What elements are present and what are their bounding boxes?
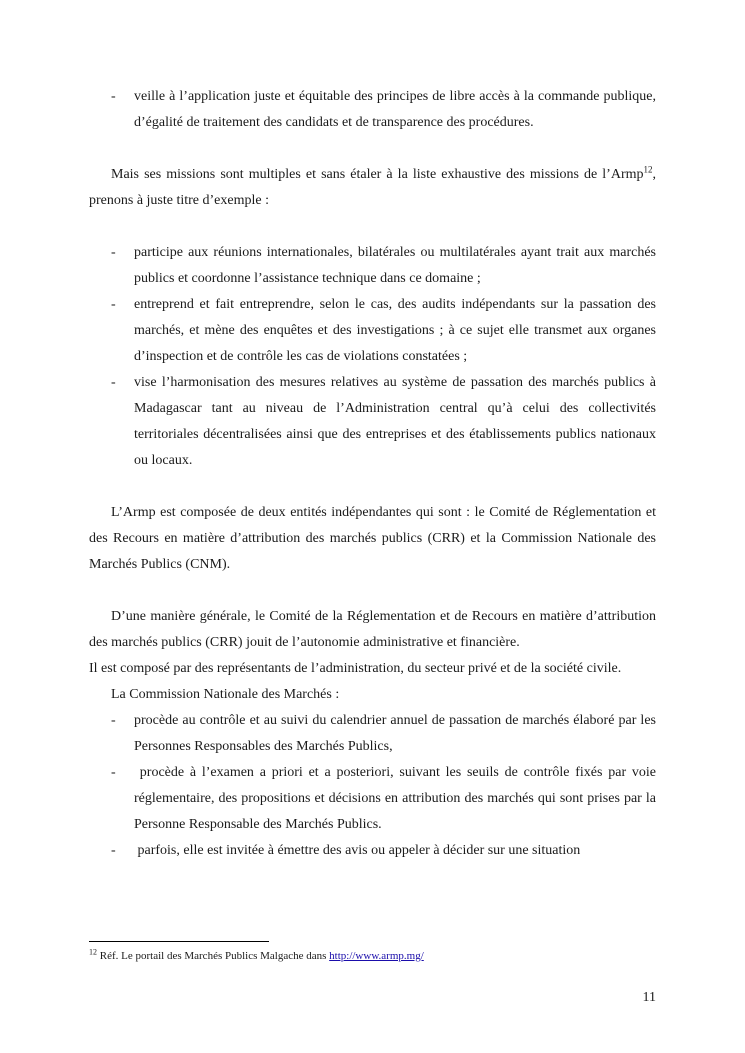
- footnote-separator: [89, 941, 269, 942]
- list-item-text: procède au contrôle et au suivi du calendrier annuel de passation de marchés élaboré par les Personnes Responsables des Marchés Publics,: [134, 713, 656, 754]
- paragraph-composition: L’Armp est composée de deux entités indépendantes qui sont : le Comité de Réglementation et des Recours en matière d’attribution des marchés publics (CRR) et la Commission Nationale des Marchés Publics (CNM).: [89, 505, 656, 572]
- bullet-dash: -: [111, 375, 116, 390]
- paragraph-cnm-intro: La Commission Nationale des Marchés :: [111, 687, 340, 702]
- list-item: [89, 370, 656, 474]
- paragraph-missions: Mais ses missions sont multiples et sans étaler à la liste exhaustive des missions de l’Armp$^{12}$, prenons à juste titre d’exemple :: [89, 164, 656, 208]
- bullet-dash: -: [111, 713, 116, 728]
- list-item: [89, 240, 656, 292]
- document-body: [89, 84, 660, 864]
- bullet-list-missions: [89, 240, 656, 474]
- list-item-text: entreprend et fait entreprendre, selon le cas, des audits indépendants sur la passation des marchés, et mène des enquêtes et des investigations ; à ce sujet elle transmet aux organes d’inspection et de contrôle les cas de violations constatées ;: [134, 297, 656, 364]
- bullet-dash: -: [111, 89, 116, 104]
- list-item-text: participe aux réunions internationales, bilatérales ou multilatérales ayant trait aux marchés publics et coordonne l’assistance technique dans ce domaine ;: [134, 245, 656, 286]
- footnote-number: 12: [89, 947, 97, 957]
- list-item: [89, 760, 660, 838]
- bullet-dash: -: [111, 765, 116, 780]
- bullet-dash: -: [111, 843, 116, 858]
- list-item-text: procède à l’examen a priori et a posteriori, suivant les seuils de contrôle fixés par voie réglementaire, des propositions et décisions en attribution des marchés qui sont prises par la Personne Responsable des Marchés Publics.: [134, 765, 660, 832]
- paragraph-composed: Il est composé par des représentants de l’administration, du secteur privé et de la société civile.: [89, 661, 622, 676]
- list-item: [89, 292, 656, 370]
- list-item: [89, 838, 656, 864]
- bullet-dash: -: [111, 245, 116, 260]
- list-item-text: vise l’harmonisation des mesures relatives au système de passation des marchés publics à Madagascar tant au niveau de l’Administration central qu’à celui des collectivités territoriales décentralisées ainsi que des entreprises et des établissements publics nationaux ou locaux.: [134, 375, 656, 468]
- bullet-list-cnm: [89, 708, 660, 864]
- footnote-ref[interactable]: 12: [643, 164, 653, 175]
- footnote-text: Réf. Le portail des Marchés Publics Malgache dans: [97, 950, 330, 962]
- list-item-text: veille à l’application juste et équitable des principes de libre accès à la commande publique, d’égalité de traitement des candidats et de transparence des procédures.: [134, 89, 656, 130]
- bullet-list-top: [89, 84, 656, 136]
- footnote: [89, 948, 656, 964]
- list-item: [89, 84, 656, 136]
- page-number: 11: [642, 990, 656, 1005]
- paragraph-crr: D’une manière générale, le Comité de la Réglementation et de Recours en matière d’attribution des marchés publics (CRR) jouit de l’autonomie administrative et financière.: [89, 609, 656, 650]
- footnote-link[interactable]: http://www.armp.mg/: [329, 950, 424, 962]
- list-item-text: parfois, elle est invitée à émettre des avis ou appeler à décider sur une situation: [134, 843, 581, 858]
- bullet-dash: -: [111, 297, 116, 312]
- list-item: [89, 708, 656, 760]
